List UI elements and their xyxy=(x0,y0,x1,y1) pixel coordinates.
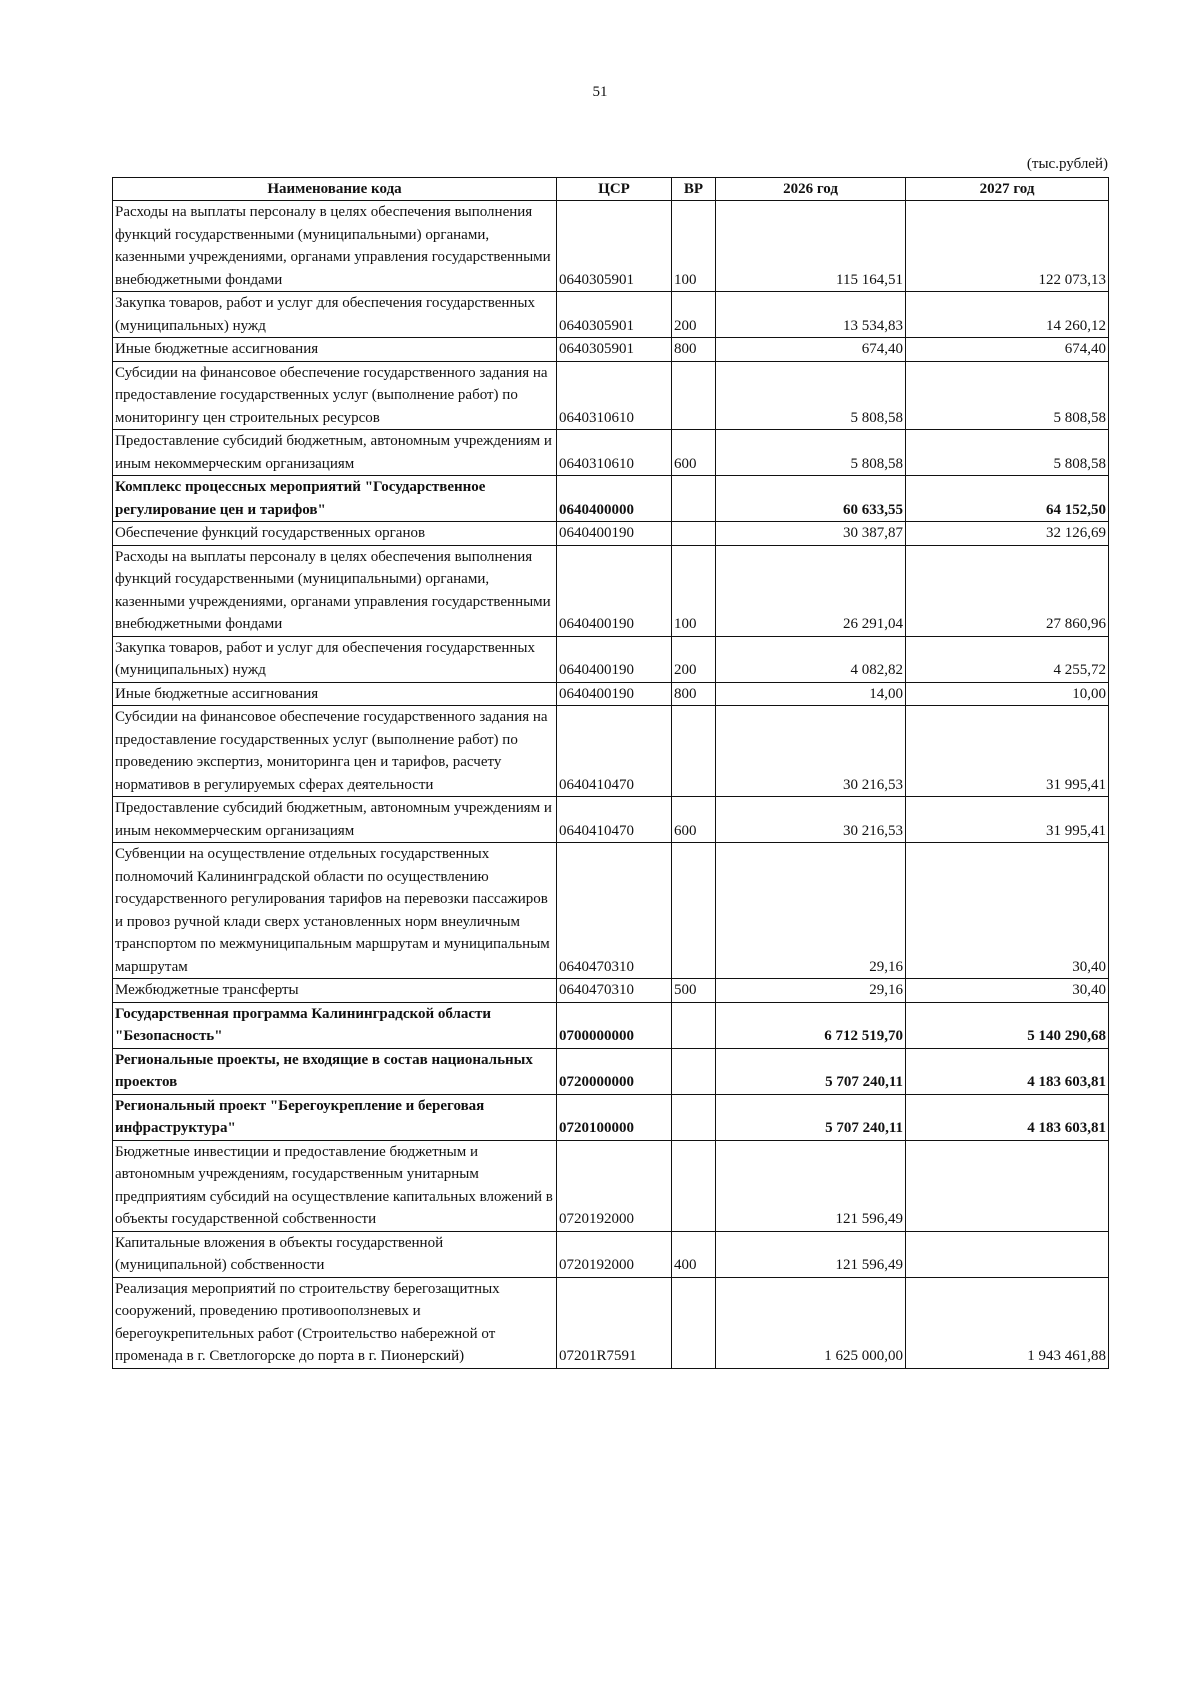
table-row xyxy=(113,1140,1109,1231)
row-vr xyxy=(672,361,716,430)
row-name: Иные бюджетные ассигнования xyxy=(113,682,557,706)
row-value-2026: 115 164,51 xyxy=(716,201,906,292)
row-csr: 07201R7591 xyxy=(557,1277,672,1368)
row-vr: 400 xyxy=(672,1231,716,1277)
row-name: Расходы на выплаты персоналу в целях обеспечения выполнения функций государственными (муниципальными) органами, казенными учреждениями, органами управления государственными внебюджетными фондами xyxy=(113,201,557,292)
row-vr xyxy=(672,1094,716,1140)
row-value-2026: 29,16 xyxy=(716,979,906,1003)
table-row xyxy=(113,361,1109,430)
row-value-2026: 13 534,83 xyxy=(716,292,906,338)
row-csr: 0640305901 xyxy=(557,292,672,338)
header-2026: 2026 год xyxy=(716,178,906,201)
table-row xyxy=(113,843,1109,979)
row-vr xyxy=(672,522,716,546)
row-value-2026: 121 596,49 xyxy=(716,1231,906,1277)
row-value-2026: 5 808,58 xyxy=(716,430,906,476)
row-value-2027: 30,40 xyxy=(906,843,1109,979)
header-vr: ВР xyxy=(672,178,716,201)
row-csr: 0640400190 xyxy=(557,682,672,706)
table-row xyxy=(113,1002,1109,1048)
units-label: (тыс.рублей) xyxy=(1026,156,1108,172)
row-name: Капитальные вложения в объекты государственной (муниципальной) собственности xyxy=(113,1231,557,1277)
row-value-2026: 674,40 xyxy=(716,338,906,362)
row-value-2026: 5 707 240,11 xyxy=(716,1094,906,1140)
row-name: Региональный проект "Берегоукрепление и береговая инфраструктура" xyxy=(113,1094,557,1140)
row-name: Закупка товаров, работ и услуг для обеспечения государственных (муниципальных) нужд xyxy=(113,636,557,682)
row-vr: 800 xyxy=(672,338,716,362)
row-name: Субсидии на финансовое обеспечение государственного задания на предоставление государственных услуг (выполнение работ) по проведению экспертиз, мониторинга цен и тарифов, расчету нормативов в регулируемых сферах деятельности xyxy=(113,706,557,797)
row-csr: 0640410470 xyxy=(557,797,672,843)
row-value-2027: 4 183 603,81 xyxy=(906,1094,1109,1140)
row-csr: 0700000000 xyxy=(557,1002,672,1048)
row-value-2026: 30 387,87 xyxy=(716,522,906,546)
row-csr: 0720192000 xyxy=(557,1140,672,1231)
row-name: Расходы на выплаты персоналу в целях обеспечения выполнения функций государственными (муниципальными) органами, казенными учреждениями, органами управления государственными внебюджетными фондами xyxy=(113,545,557,636)
row-vr xyxy=(672,1277,716,1368)
row-value-2027: 64 152,50 xyxy=(906,476,1109,522)
budget-table xyxy=(112,177,1109,1369)
row-value-2026: 29,16 xyxy=(716,843,906,979)
row-csr: 0640400190 xyxy=(557,522,672,546)
table-row xyxy=(113,545,1109,636)
row-name: Предоставление субсидий бюджетным, автономным учреждениям и иным некоммерческим организациям xyxy=(113,797,557,843)
table-row xyxy=(113,338,1109,362)
row-value-2026: 30 216,53 xyxy=(716,706,906,797)
row-csr: 0640305901 xyxy=(557,201,672,292)
row-value-2027: 30,40 xyxy=(906,979,1109,1003)
row-value-2026: 6 712 519,70 xyxy=(716,1002,906,1048)
row-vr: 500 xyxy=(672,979,716,1003)
row-value-2026: 60 633,55 xyxy=(716,476,906,522)
row-vr xyxy=(672,1002,716,1048)
row-value-2027: 4 255,72 xyxy=(906,636,1109,682)
row-csr: 0640400000 xyxy=(557,476,672,522)
header-name: Наименование кода xyxy=(113,178,557,201)
header-csr: ЦСР xyxy=(557,178,672,201)
row-name: Субсидии на финансовое обеспечение государственного задания на предоставление государственных услуг (выполнение работ) по мониторингу цен строительных ресурсов xyxy=(113,361,557,430)
row-name: Комплекс процессных мероприятий "Государственное регулирование цен и тарифов" xyxy=(113,476,557,522)
row-name: Субвенции на осуществление отдельных государственных полномочий Калининградской области по осуществлению государственного регулирования тарифов на перевозки пассажиров и провоз ручной клади сверх установленных норм внеуличным транспортом по межмуниципальным маршрутам и муниципальным маршрутам xyxy=(113,843,557,979)
row-name: Иные бюджетные ассигнования xyxy=(113,338,557,362)
row-vr xyxy=(672,706,716,797)
row-value-2027: 14 260,12 xyxy=(906,292,1109,338)
row-csr: 0640400190 xyxy=(557,545,672,636)
table-row xyxy=(113,476,1109,522)
row-vr: 600 xyxy=(672,797,716,843)
row-vr xyxy=(672,843,716,979)
row-value-2027: 674,40 xyxy=(906,338,1109,362)
row-csr: 0720192000 xyxy=(557,1231,672,1277)
table-row xyxy=(113,1231,1109,1277)
row-value-2026: 121 596,49 xyxy=(716,1140,906,1231)
row-vr xyxy=(672,476,716,522)
row-value-2027: 5 808,58 xyxy=(906,361,1109,430)
row-vr: 200 xyxy=(672,636,716,682)
table-row xyxy=(113,706,1109,797)
row-vr xyxy=(672,1140,716,1231)
table-body xyxy=(113,201,1109,1369)
row-name: Межбюджетные трансферты xyxy=(113,979,557,1003)
table-row xyxy=(113,1048,1109,1094)
row-csr: 0720100000 xyxy=(557,1094,672,1140)
row-csr: 0720000000 xyxy=(557,1048,672,1094)
page-number: 51 xyxy=(592,84,608,100)
row-vr: 800 xyxy=(672,682,716,706)
table-row xyxy=(113,682,1109,706)
table-row xyxy=(113,636,1109,682)
row-value-2027: 4 183 603,81 xyxy=(906,1048,1109,1094)
row-value-2026: 30 216,53 xyxy=(716,797,906,843)
row-value-2027: 10,00 xyxy=(906,682,1109,706)
row-csr: 0640470310 xyxy=(557,979,672,1003)
row-value-2027: 5 808,58 xyxy=(906,430,1109,476)
row-value-2026: 1 625 000,00 xyxy=(716,1277,906,1368)
row-name: Региональные проекты, не входящие в состав национальных проектов xyxy=(113,1048,557,1094)
table-row xyxy=(113,1277,1109,1368)
row-value-2027: 5 140 290,68 xyxy=(906,1002,1109,1048)
row-value-2027: 31 995,41 xyxy=(906,797,1109,843)
table-header-row xyxy=(113,178,1109,201)
row-value-2026: 14,00 xyxy=(716,682,906,706)
row-csr: 0640470310 xyxy=(557,843,672,979)
row-vr: 100 xyxy=(672,545,716,636)
row-name: Бюджетные инвестиции и предоставление бюджетным и автономным учреждениям, государственным унитарным предприятиям субсидий на осуществление капитальных вложений в объекты государственной собственности xyxy=(113,1140,557,1231)
row-value-2027: 122 073,13 xyxy=(906,201,1109,292)
row-csr: 0640310610 xyxy=(557,430,672,476)
row-csr: 0640400190 xyxy=(557,636,672,682)
table-row xyxy=(113,522,1109,546)
table-row xyxy=(113,1094,1109,1140)
row-value-2026: 5 808,58 xyxy=(716,361,906,430)
row-name: Предоставление субсидий бюджетным, автономным учреждениям и иным некоммерческим организациям xyxy=(113,430,557,476)
row-csr: 0640410470 xyxy=(557,706,672,797)
header-2027: 2027 год xyxy=(906,178,1109,201)
row-value-2027: 31 995,41 xyxy=(906,706,1109,797)
row-vr: 100 xyxy=(672,201,716,292)
table-row xyxy=(113,797,1109,843)
table-row xyxy=(113,292,1109,338)
table-row xyxy=(113,979,1109,1003)
row-value-2027: 32 126,69 xyxy=(906,522,1109,546)
row-vr: 600 xyxy=(672,430,716,476)
table-row xyxy=(113,430,1109,476)
row-name: Реализация мероприятий по строительству берегозащитных сооружений, проведению противооползневых и берегоукрепительных работ (Строительство набережной от променада в г. Светлогорске до порта в г. Пионерский) xyxy=(113,1277,557,1368)
row-value-2027 xyxy=(906,1231,1109,1277)
row-value-2026: 26 291,04 xyxy=(716,545,906,636)
row-vr: 200 xyxy=(672,292,716,338)
row-value-2026: 4 082,82 xyxy=(716,636,906,682)
row-vr xyxy=(672,1048,716,1094)
row-name: Обеспечение функций государственных органов xyxy=(113,522,557,546)
row-csr: 0640310610 xyxy=(557,361,672,430)
row-value-2027: 1 943 461,88 xyxy=(906,1277,1109,1368)
row-value-2027: 27 860,96 xyxy=(906,545,1109,636)
row-value-2027 xyxy=(906,1140,1109,1231)
row-csr: 0640305901 xyxy=(557,338,672,362)
row-name: Государственная программа Калининградской области "Безопасность" xyxy=(113,1002,557,1048)
row-value-2026: 5 707 240,11 xyxy=(716,1048,906,1094)
table-row xyxy=(113,201,1109,292)
row-name: Закупка товаров, работ и услуг для обеспечения государственных (муниципальных) нужд xyxy=(113,292,557,338)
